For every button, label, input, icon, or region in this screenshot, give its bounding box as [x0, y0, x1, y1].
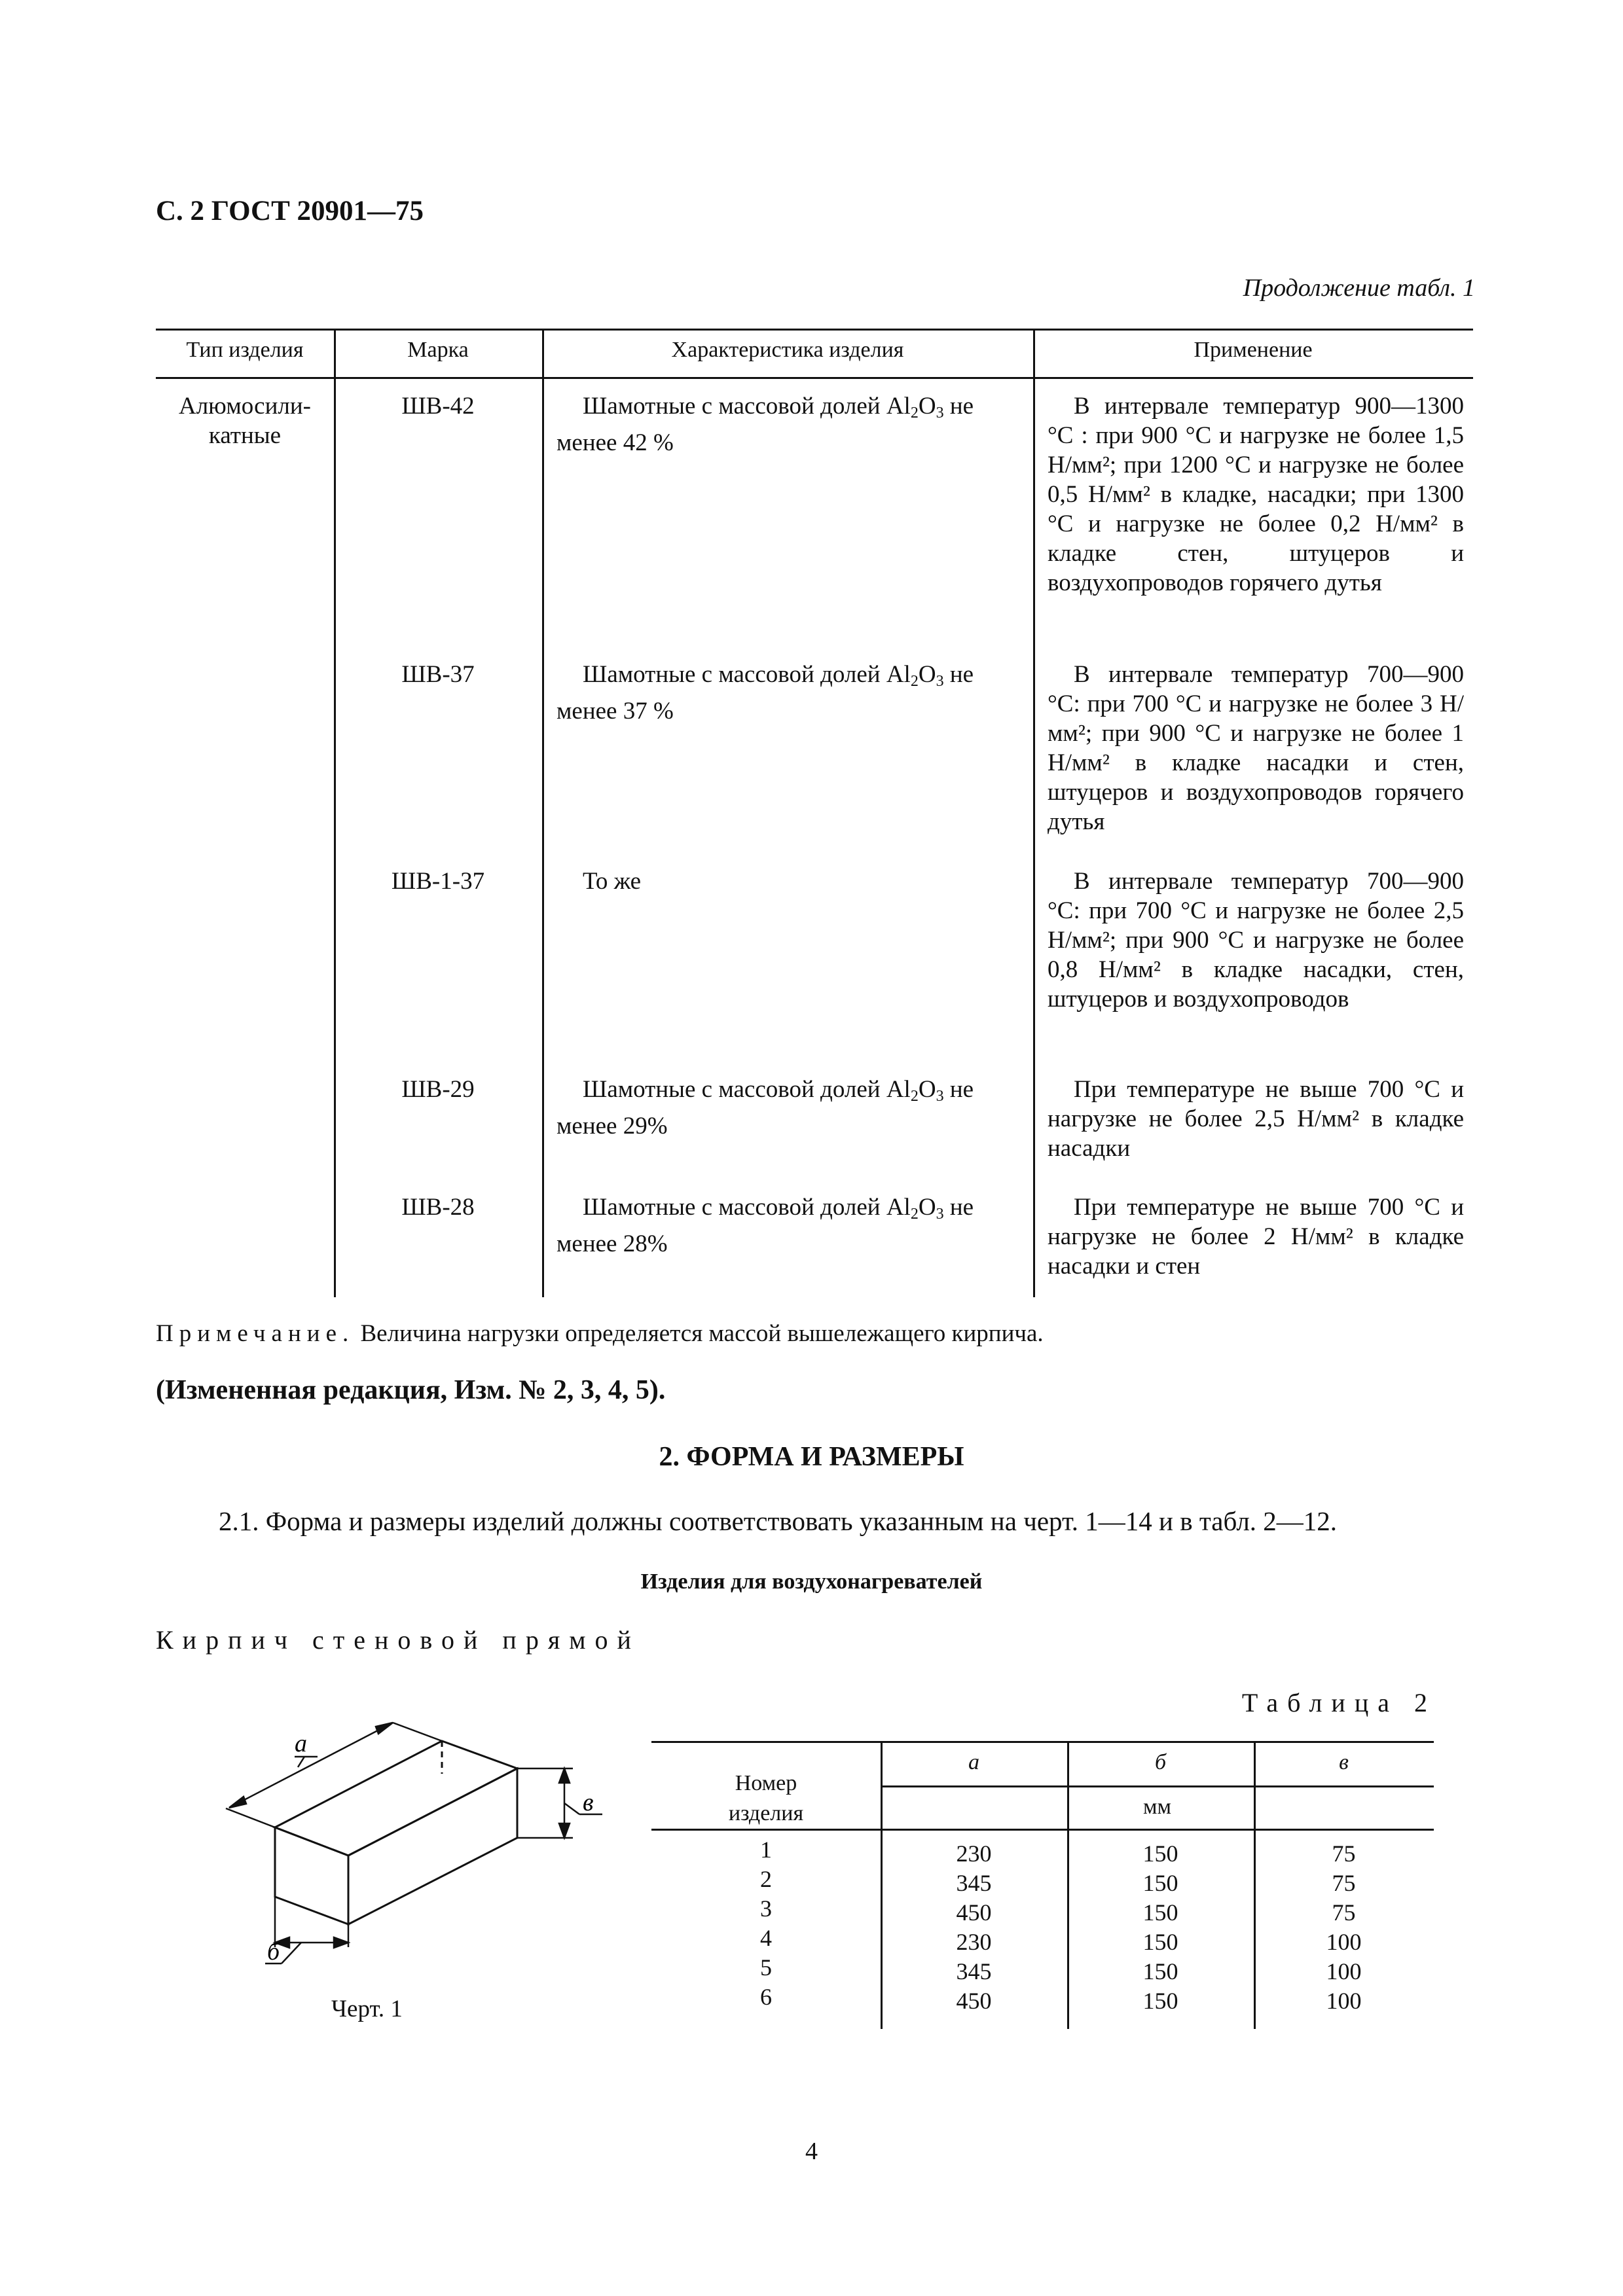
application-cell: При температуре не выше 700 °С и нагрузке не более 2 Н/мм² в кладке насадки и стен [1048, 1194, 1464, 1280]
application-cell: При температуре не выше 700 °С и нагрузке не более 2,5 Н/мм² в кладке насадки [1048, 1076, 1464, 1162]
table-cell: 150 [1142, 1929, 1178, 1955]
header-line: изделия [728, 1801, 804, 1825]
characteristic-cell: То же [583, 868, 642, 895]
table-cell: 450 [956, 1899, 992, 1926]
table-cell: 230 [956, 1840, 992, 1867]
note-text: Величина нагрузки определяется массой вышележащего кирпича. [354, 1320, 1044, 1347]
dimension-label-b: б [267, 1938, 280, 1965]
table2-subheader-rule [881, 1785, 1434, 1787]
header-characteristic: Характеристика изделия [671, 338, 904, 362]
page-header: С. 2 ГОСТ 20901—75 [156, 196, 424, 226]
dimension-label-a: а [295, 1730, 307, 1757]
table-note [156, 1319, 1044, 1348]
table-cell: 345 [956, 1958, 992, 1984]
table-continuation-label: Продолжение табл. 1 [1243, 274, 1475, 302]
characteristic-cell: Шамотные с массовой долей $Al_2O_3$ не менее 29% [556, 1076, 974, 1139]
dimensions-table [651, 1741, 1434, 2029]
note-label: Примечание. [156, 1320, 355, 1347]
table-cell: 3 [760, 1895, 772, 1922]
b-column [1067, 1839, 1254, 2016]
table-cell: 450 [956, 1988, 992, 2014]
header-mark: Марка [407, 338, 469, 362]
table-cell: 5 [760, 1954, 772, 1981]
table-cell: 345 [956, 1870, 992, 1896]
table-cell: 75 [1332, 1899, 1356, 1926]
mark-cell: ШВ-1-37 [391, 868, 485, 895]
column-divider [334, 329, 336, 1297]
mark-cell: ШВ-37 [401, 661, 475, 688]
table-cell: 1 [760, 1837, 772, 1863]
characteristic-cell: Шамотные с массовой долей $Al_2O_3$ не менее 28% [556, 1194, 974, 1257]
table-cell: 100 [1326, 1958, 1362, 1984]
product-type-line: катные [208, 422, 282, 449]
figure-caption: Черт. 1 [331, 1996, 403, 2022]
header-type: Тип изделия [186, 338, 304, 362]
header-v: в [1339, 1750, 1349, 1774]
page-number: 4 [805, 2138, 818, 2165]
header-line: Номер [735, 1771, 797, 1795]
v-column [1254, 1839, 1434, 2016]
brick-title: Кирпич стеновой прямой [156, 1625, 640, 1655]
product-type [156, 391, 334, 450]
table2-caption: Таблица 2 [1241, 1688, 1436, 1717]
table-cell: 150 [1142, 1870, 1178, 1896]
table-top-rule [156, 329, 1473, 331]
brick-outline [275, 1741, 517, 1924]
table-cell: 75 [1332, 1840, 1356, 1867]
table-cell: 150 [1142, 1958, 1178, 1984]
table-cell: 150 [1142, 1840, 1178, 1867]
item-number-column [651, 1835, 881, 2012]
application-cell: В интервале температур 700—900 °С: при 700 °С и нагрузке не более 3 Н/мм²; при 900 °С и нагрузке не более 1 Н/мм² в кладке насадки и стен, штуцеров и воздухопроводов горячего дутья [1048, 661, 1464, 835]
table-cell: 75 [1332, 1870, 1356, 1896]
column-divider [542, 329, 544, 1297]
table-cell: 100 [1326, 1988, 1362, 2014]
paragraph-2-1: 2.1. Форма и размеры изделий должны соответствовать указанным на черт. 1—14 и в табл. 2—12. [219, 1506, 1338, 1536]
mark-cell: ШВ-29 [401, 1076, 475, 1103]
product-type-line: Алюмосили- [179, 393, 311, 420]
unit-label: мм [1142, 1795, 1172, 1819]
section-title: 2. ФОРМА И РАЗМЕРЫ [659, 1442, 964, 1472]
application-cell: В интервале температур 900—1300 °С : при 900 °С и нагрузке не более 1,5 Н/мм²; при 1200 °С и нагрузке не более 0,5 Н/мм² в кладке, насадки; при 1300 °С и нагрузке не более 0,2 Н/мм² в кладке стен, штуцеров и воздухопроводов горячего дутья [1048, 393, 1464, 596]
amendment-note: (Измененная редакция, Изм. № 2, 3, 4, 5). [156, 1375, 666, 1405]
table-cell: 150 [1142, 1988, 1178, 2014]
table2-top-rule [651, 1741, 1434, 1743]
characteristic-cell: Шамотные с массовой долей $Al_2O_3$ не менее 37 % [556, 661, 974, 725]
mark-cell: ШВ-42 [401, 393, 475, 420]
table-cell: 4 [760, 1925, 772, 1951]
subheading: Изделия для воздухонагревателей [640, 1570, 983, 1594]
dimension-lines [226, 1723, 602, 1964]
header-application: Применение [1194, 338, 1313, 362]
characteristic-cell: Шамотные с массовой долей $Al_2O_3$ не менее 42 % [556, 393, 974, 456]
table-cell: 100 [1326, 1929, 1362, 1955]
brick-drawing [196, 1689, 629, 1965]
table-cell: 2 [760, 1866, 772, 1892]
table-cell: 230 [956, 1929, 992, 1955]
mark-cell: ШВ-28 [401, 1194, 475, 1221]
header-a: а [968, 1750, 979, 1774]
header-item-number [651, 1768, 881, 1829]
table-cell: 6 [760, 1984, 772, 2010]
application-cell: В интервале температур 700—900 °С: при 700 °С и нагрузке не более 2,5 Н/мм²; при 900 °С и нагрузке не более 0,8 Н/мм² в кладке насадки, стен, штуцеров и воздухопроводов [1048, 868, 1464, 1013]
column-divider [1033, 329, 1035, 1297]
dimension-label-v: в [583, 1789, 594, 1816]
header-b: б [1154, 1750, 1167, 1774]
product-table [156, 329, 1473, 1297]
table-header-rule [156, 377, 1473, 379]
a-column [881, 1839, 1067, 2016]
table-cell: 150 [1142, 1899, 1178, 1926]
table2-header-rule [651, 1829, 1434, 1831]
